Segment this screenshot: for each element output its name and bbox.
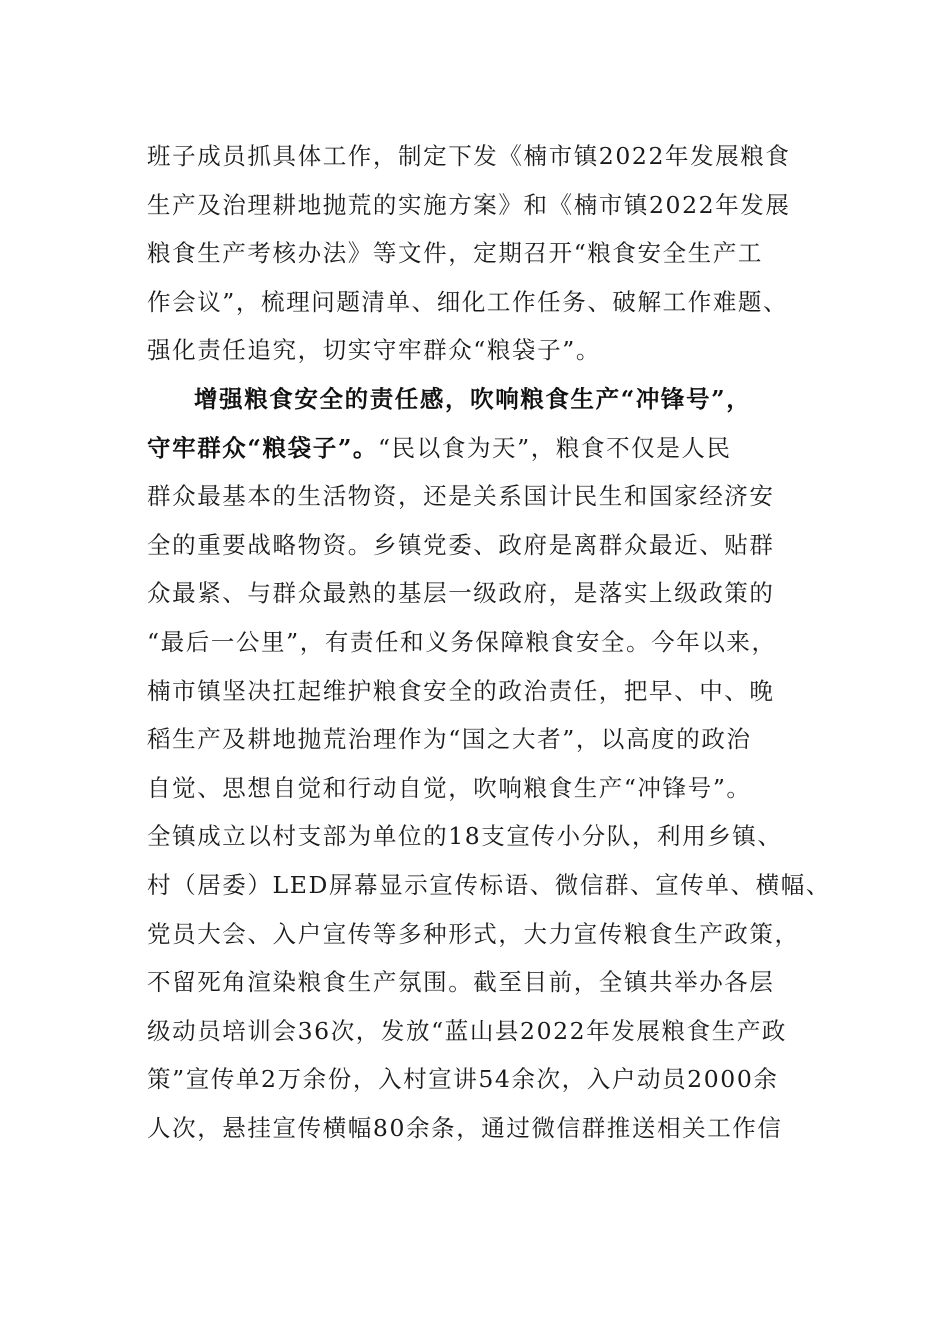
text-line: 生产及治理耕地抛荒的实施方案》和《楠市镇2022年发展 <box>147 190 791 219</box>
text-line: 级动员培训会36次，发放“蓝山县2022年发展粮食生产政 <box>147 1016 788 1045</box>
text-line: 党员大会、入户宣传等多种形式，大力宣传粮食生产政策， <box>147 919 800 948</box>
text-line: “最后一公里”，有责任和义务保障粮食安全。今年以来， <box>147 627 777 656</box>
text-line: 策”宣传单2万余份，入村宣讲54余次，入户动员2000余 <box>147 1065 779 1094</box>
text-line: 群众最基本的生活物资，还是关系国计民生和国家经济安 <box>147 482 775 511</box>
text-line: 稻生产及耕地抛荒治理作为“国之大者”，以高度的政治 <box>147 725 752 754</box>
text-line: 作会议”，梳理问题清单、细化工作任务、破解工作难题、 <box>147 287 789 316</box>
section-heading-continuation: 守牢群众“粮袋子”。 <box>147 433 379 462</box>
document-body <box>147 132 831 1152</box>
text-line: 众最紧、与群众最熟的基层一级政府，是落实上级政策的 <box>147 579 775 608</box>
text-line-mixed <box>147 424 827 473</box>
text-line: 自觉、思想自觉和行动自觉，吹响粮食生产“冲锋号”。 <box>147 773 752 802</box>
text-line: 楠市镇坚决扛起维护粮食安全的政治责任，把早、中、晚 <box>147 676 775 705</box>
text-line: 班子成员抓具体工作，制定下发《楠市镇2022年发展粮食 <box>147 142 791 170</box>
text-line: 人次，悬挂宣传横幅80余条，通过微信群推送相关工作信 <box>147 1113 783 1142</box>
text-line: 不留死角渲染粮食生产氛围。截至目前，全镇共举办各层 <box>147 968 775 997</box>
section-heading: 增强粮食安全的责任感，吹响粮食生产“冲锋号”， <box>194 384 752 413</box>
text-line-rest: “民以食为天”，粮食不仅是人民 <box>378 433 732 462</box>
text-line: 全镇成立以村支部为单位的18支宣传小分队，利用乡镇、 <box>147 822 783 851</box>
text-line: 强化责任追究，切实守牢群众“粮袋子”。 <box>147 336 601 365</box>
text-line: 粮食生产考核办法》等文件，定期召开“粮食安全生产工 <box>147 239 764 268</box>
text-line: 全的重要战略物资。乡镇党委、政府是离群众最近、贴群 <box>147 530 775 559</box>
text-line: 村（居委）LED屏幕显示宣传标语、微信群、宣传单、横幅、 <box>147 870 831 899</box>
